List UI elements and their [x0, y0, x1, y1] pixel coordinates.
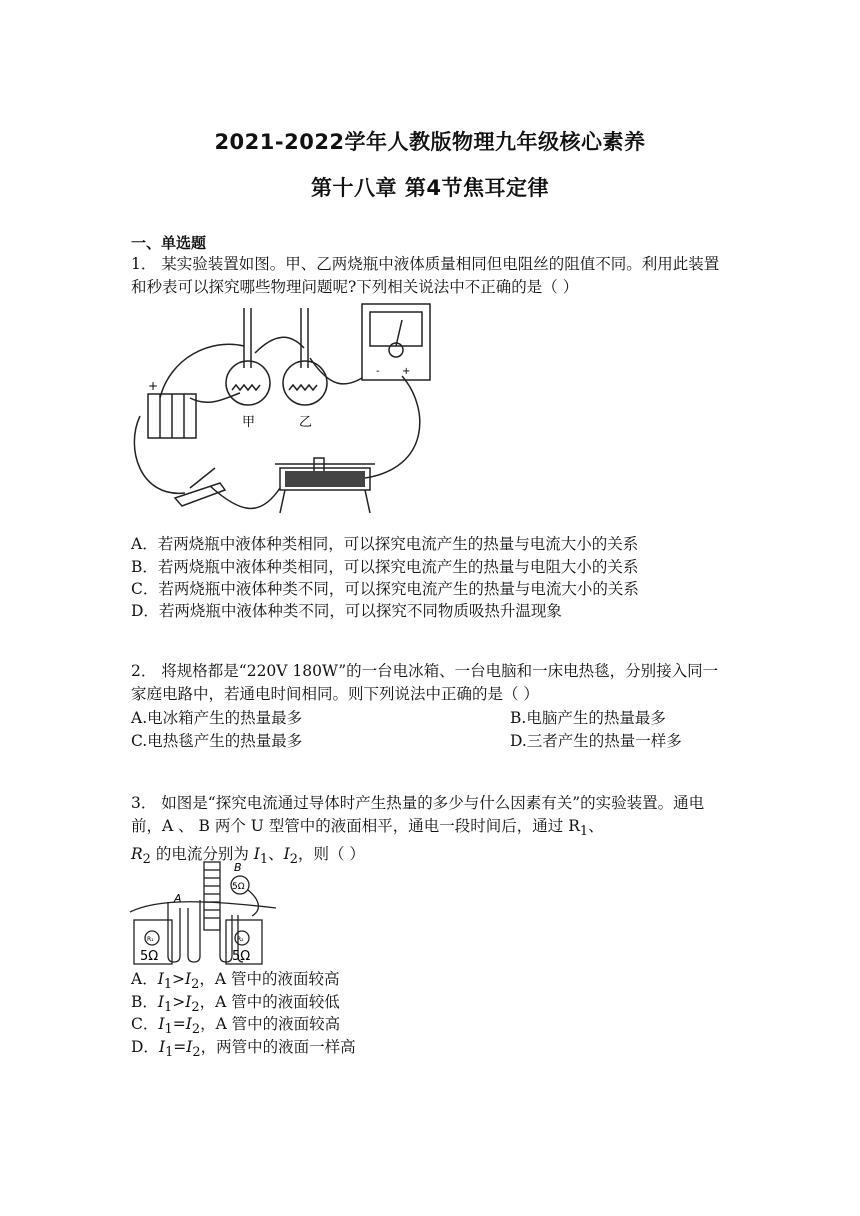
flask-a-label: 甲: [242, 415, 256, 430]
question-3-apparatus-figure: [128, 860, 278, 966]
meter-minus-label: -: [376, 366, 380, 377]
question-1-option-c: C．若两烧瓶中液体种类不同，可以探究电流产生的热量与电流大小的关系: [131, 580, 639, 598]
r2-symbol: R: [131, 845, 143, 864]
question-3-option-c: C．$I_1=I_2$，A 管中的液面较高: [131, 1015, 341, 1038]
question-2-option-b: B.电脑产生的热量最多: [510, 709, 666, 727]
meter-plus-label: +: [402, 366, 411, 377]
r2-label: R₂: [237, 936, 244, 943]
question-3-line2-end: ，则（ ）: [297, 845, 365, 864]
battery-plus-label: +: [148, 379, 159, 393]
i2-symbol: I: [283, 845, 290, 864]
question-2-option-d: D.三者产生的热量一样多: [510, 732, 682, 750]
tube-a-label: A: [174, 892, 182, 905]
question-3-option-d: D．$I_1=I_2$，两管中的液面一样高: [131, 1038, 356, 1061]
question-3-text: 3． 如图是“探究电流通过导体时产生热量的多少与什么因素有关”的实验装置。通电前，A 、 B 两个 U 型管中的液面相平，通电一段时间后，通过 $R_1$、 $R_2$ 的电流分别为 $I_1$、$I_2$，则（ ）: [131, 794, 705, 868]
tube-b-label: B: [234, 861, 242, 874]
flask-b-label: 乙: [299, 415, 313, 430]
document-title: 2021-2022学年人教版物理九年级核心素养: [214, 130, 646, 154]
question-3-option-a: A．$I_1>I_2$，A 管中的液面较高: [131, 970, 340, 993]
question-3-option-b: B．$I_1>I_2$，A 管中的液面较低: [131, 993, 340, 1016]
section-heading: 一、单选题: [131, 234, 207, 252]
top-resistor-label: 5Ω: [232, 882, 245, 892]
question-1-option-b: B．若两烧瓶中液体种类相同，可以探究电流产生的热量与电阻大小的关系: [131, 558, 639, 576]
question-2-option-a: A.电冰箱产生的热量最多: [131, 709, 303, 727]
i1-symbol: I: [253, 845, 260, 864]
question-2-text: 2． 将规格都是“220V 180W”的一台电冰箱、一台电脑和一床电热毯，分别接入同一家庭电路中，若通电时间相同。则下列说法中正确的是（ ）: [131, 662, 719, 703]
question-3-line1: 3． 如图是“探究电流通过导体时产生热量的多少与什么因素有关”的实验装置。通电前，A 、 B 两个 U 型管中的液面相平，通电一段时间后，通过 R: [131, 794, 705, 835]
r1-label: R₁: [147, 936, 154, 943]
question-1-option-d: D．若两烧瓶中液体种类不同，可以探究不同物质吸热升温现象: [131, 602, 562, 620]
question-1-text: 1． 某实验装置如图。甲、乙两烧瓶中液体质量相同但电阻丝的阻值不同。利用此装置和秒表可以探究哪些物理问题呢?下列相关说法中不正确的是（ ）: [131, 255, 720, 296]
r1-subscript: 1: [579, 824, 589, 840]
question-3-sep: 、: [268, 845, 284, 864]
question-1-circuit-figure: [130, 298, 440, 530]
r2-subscript: 2: [142, 852, 151, 868]
question-1-option-a: A．若两烧瓶中液体种类相同，可以探究电流产生的热量与电流大小的关系: [131, 535, 639, 553]
chapter-title: 第十八章 第4节焦耳定律: [311, 176, 549, 200]
i1-subscript: 1: [259, 852, 269, 868]
left-resistor-label: 5Ω: [140, 949, 159, 964]
right-resistor-label: 5Ω: [232, 949, 251, 964]
question-2-option-c: C.电热毯产生的热量最多: [131, 732, 303, 750]
question-3-line2-mid: 的电流分别为: [150, 845, 254, 864]
i2-subscript: 2: [289, 852, 298, 868]
